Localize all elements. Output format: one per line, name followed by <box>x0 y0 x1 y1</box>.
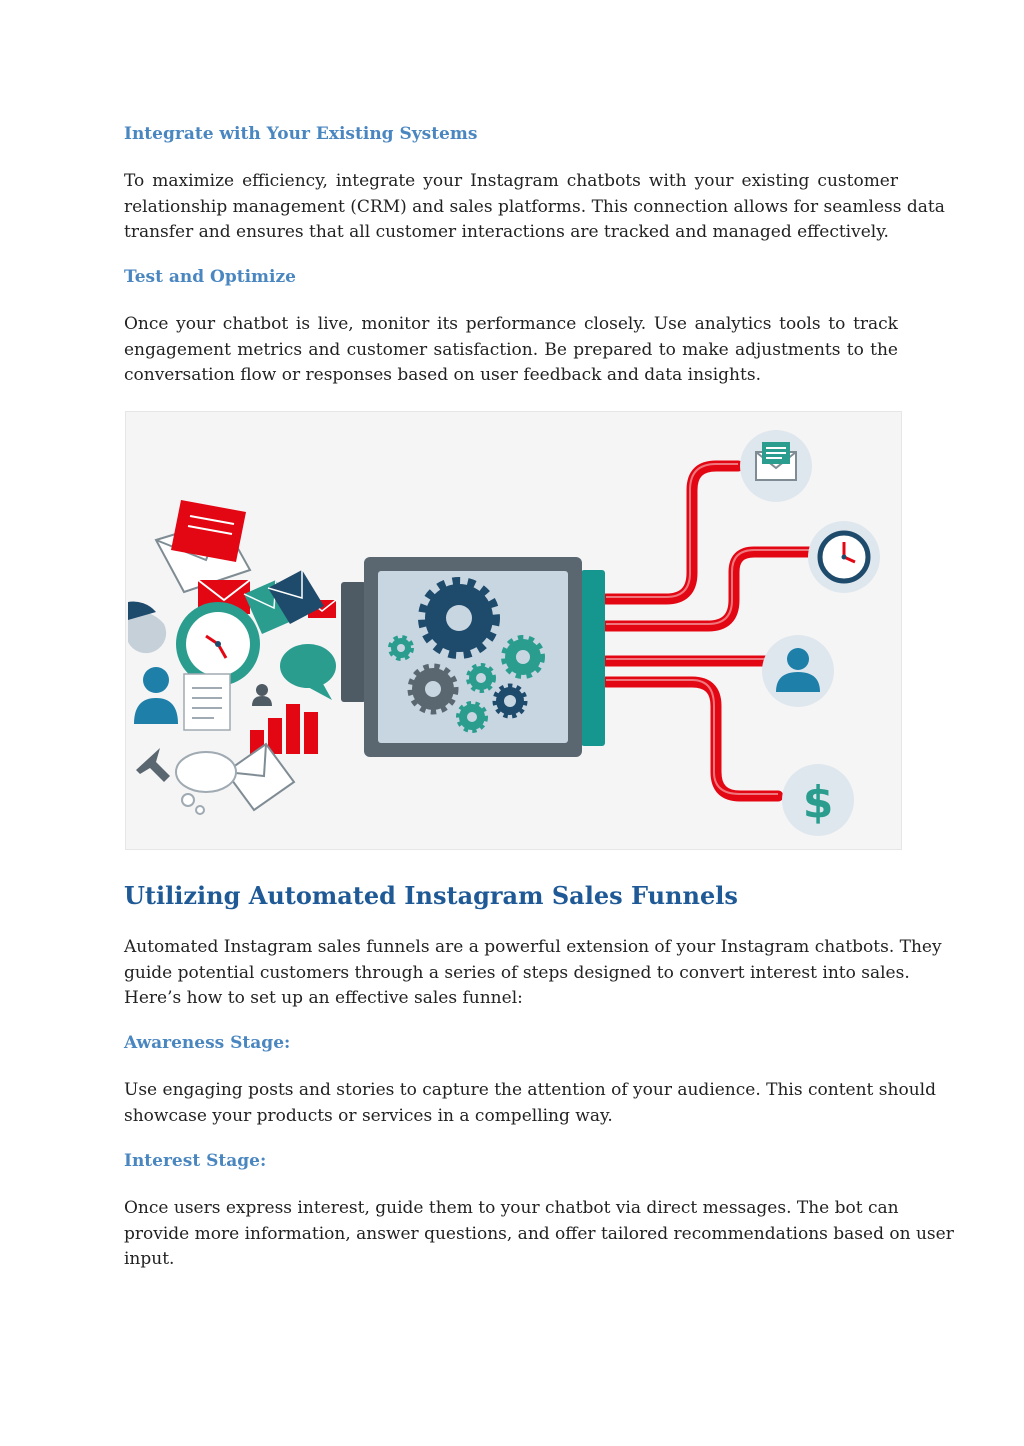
paragraph-awareness <box>124 1078 936 1129</box>
paragraph-line: engagement metrics and customer satisfaction. Be prepared to make adjustments to the <box>124 339 898 360</box>
pipe-email <box>606 466 738 599</box>
email-icon <box>740 430 812 502</box>
paragraph-line: provide more information, answer questions, and offer tailored recommendations based on user <box>124 1223 954 1244</box>
paragraph-funnels <box>124 935 942 1012</box>
paragraph-line: Automated Instagram sales funnels are a powerful extension of your Instagram chatbots. They <box>124 937 942 957</box>
section-heading-test: Test and Optimize <box>124 267 296 287</box>
input-icons-cluster <box>128 500 336 814</box>
paragraph-line: Once users express interest, guide them to your chatbot via direct messages. The bot can <box>124 1198 899 1218</box>
bar-chart-icon <box>250 704 318 754</box>
dollar-symbol: $ <box>802 777 834 828</box>
section-heading-funnels: Utilizing Automated Instagram Sales Funnels <box>124 881 738 910</box>
paragraph-line: Here’s how to set up an effective sales funnel: <box>124 988 523 1008</box>
paragraph-interest <box>124 1196 954 1273</box>
paragraph-line: transfer and ensures that all customer interactions are tracked and managed effectively. <box>124 222 889 242</box>
paragraph-test <box>124 312 898 389</box>
document-icon <box>184 674 230 730</box>
gear-teal-right <box>505 639 541 675</box>
envelope-icon <box>226 744 294 810</box>
paragraph-line: input. <box>124 1249 175 1269</box>
user-icon <box>252 684 272 706</box>
gear-teal-bottom <box>459 704 485 730</box>
pipe-dollar <box>606 682 778 796</box>
paragraph-line: To maximize efficiency, integrate your Instagram chatbots with your existing customer <box>124 171 898 191</box>
user-icon <box>134 667 178 724</box>
automation-machine <box>341 557 605 757</box>
section-heading-integrate: Integrate with Your Existing Systems <box>124 124 478 144</box>
illustration-canvas <box>126 412 902 850</box>
paragraph-line: guide potential customers through a series of steps designed to convert interest into sales. <box>124 962 910 983</box>
sales-funnel-illustration <box>125 411 902 850</box>
paragraph-integrate <box>124 169 945 246</box>
paragraph-line: Once your chatbot is live, monitor its performance closely. Use analytics tools to track <box>124 314 898 334</box>
paragraph-line: conversation flow or responses based on user feedback and data insights. <box>124 365 761 385</box>
paragraph-line: Use engaging posts and stories to capture the attention of your audience. This content should <box>124 1080 936 1100</box>
paragraph-line: showcase your products or services in a compelling way. <box>124 1105 613 1126</box>
section-heading-interest: Interest Stage: <box>124 1151 267 1171</box>
clock-icon <box>808 521 880 593</box>
thought-bubble-icon <box>176 752 236 814</box>
pie-chart-icon <box>128 602 166 654</box>
gear-small-teal-center <box>469 666 493 690</box>
chat-bubble-icon <box>280 644 336 700</box>
cursor-icon <box>136 748 170 782</box>
gear-large-navy <box>425 584 493 652</box>
envelope-icon <box>156 500 250 592</box>
paragraph-line: relationship management (CRM) and sales platforms. This connection allows for seamless data <box>124 196 945 217</box>
section-heading-awareness: Awareness Stage: <box>124 1033 291 1053</box>
gear-grey <box>412 668 454 710</box>
gear-small-teal-left <box>391 638 411 658</box>
gear-navy-small <box>496 687 524 715</box>
dollar-icon <box>782 764 854 836</box>
pipe-clock <box>606 552 816 626</box>
output-pipes <box>606 466 816 796</box>
user-icon <box>762 635 834 707</box>
